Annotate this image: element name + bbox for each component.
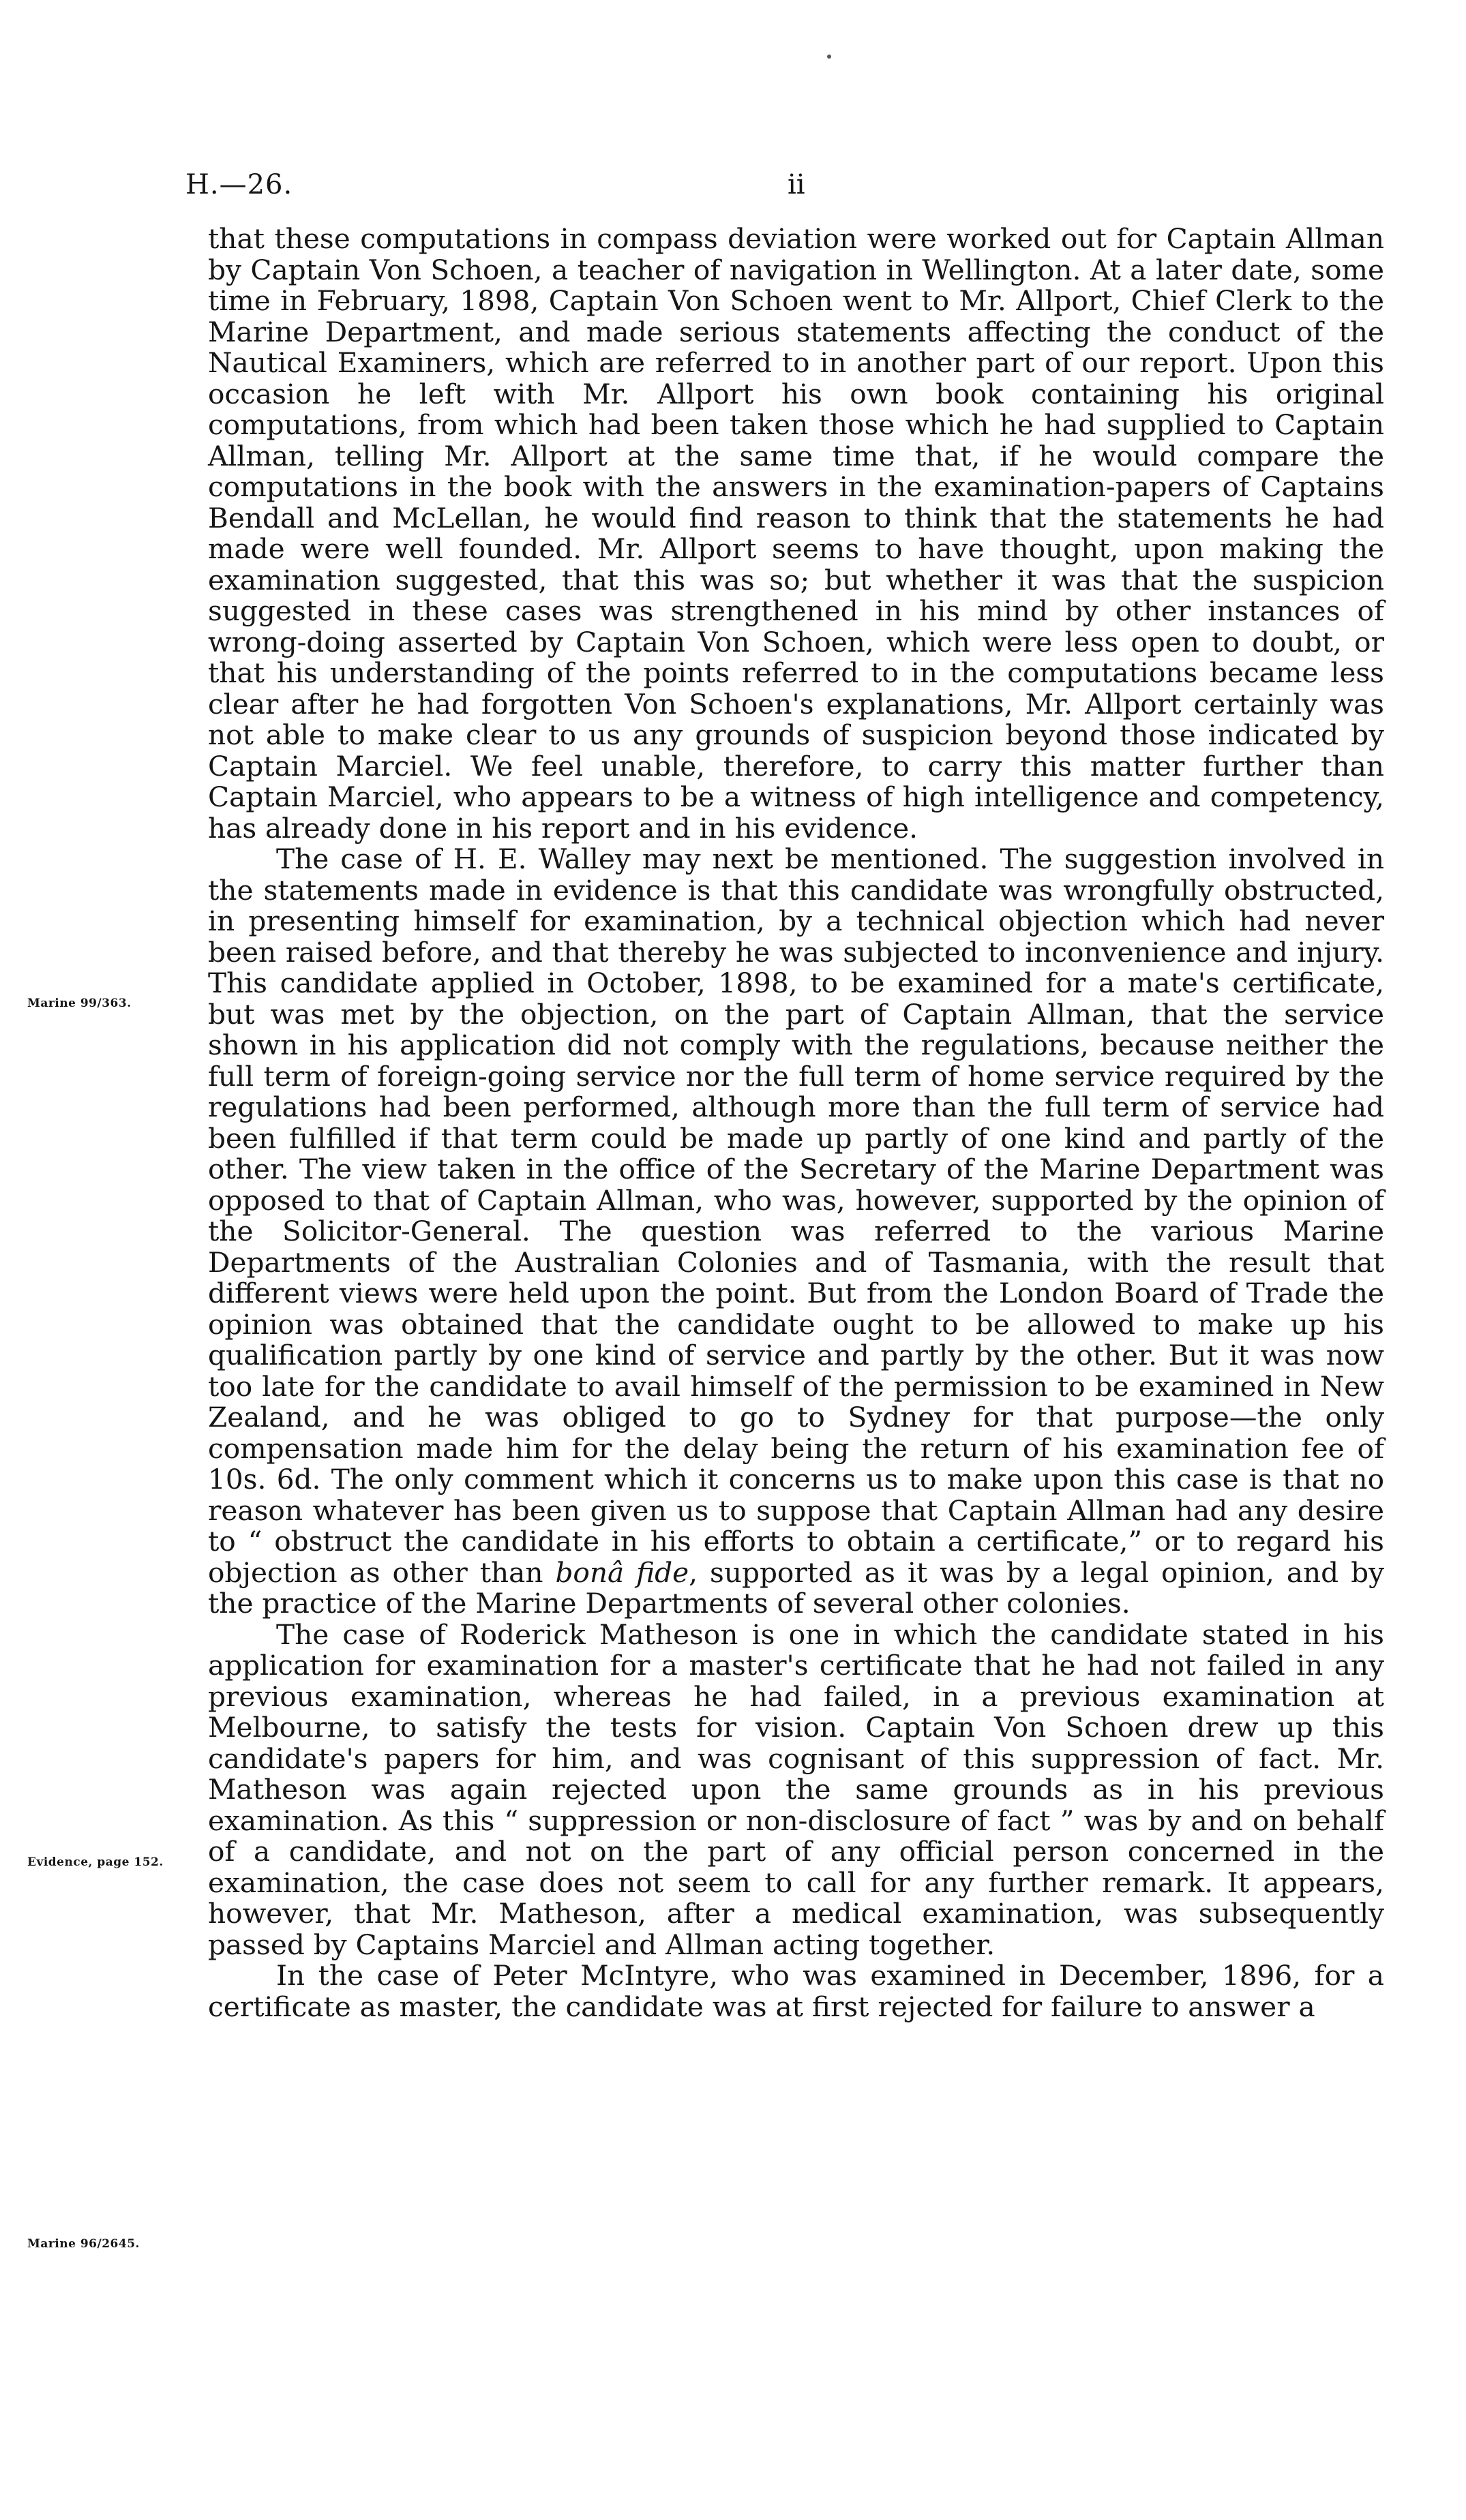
paragraph-text: that these computations in compass deviation were worked out for Captain Allman by Captain Von Schoen, a teacher of navigation in Wellington. At a later date, some time in February, 1898, Captain Von Schoen went to Mr. Allport, Chief Clerk to the Marine Department, and made serious statements affecting the conduct of the Nautical Examiners, which are referred to in another part of our report. Upon this occasion he left with Mr. Allport his own book containing his original computations, from which had been taken those which he had supplied to Captain Allman, telling Mr. Allport at the same time that, if he would compare the computations in the book with the answers in the examination-papers of Captains Bendall and McLellan, he would find reason to think that the statements he had made were well founded. Mr. Allport seems to have thought, upon making the examination suggested, that this was so; but whether it was that the suspicion suggested in these cases was strengthened in his mind by other instances of wrong-doing asserted by Captain Von Schoen, which were less open to doubt, or that his understanding of the points referred to in the computations became less clear after he had forgotten Von Schoen's explanations, Mr. Allport certainly was not able to make clear to us any grounds of suspicion beyond those indicated by Captain Marciel. We feel unable, therefore, to carry this matter further than Captain Marciel, who appears to be a witness of high intelligence and competency, has already done in his report and in his evidence. xyxy=(208,222,1384,845)
paragraph-text: The case of H. E. Walley may next be mentioned. The suggestion involved in the statements made in evidence is that this candidate was wrongfully obstructed, in presenting himself for examination, by a technical objection which had never been raised before, and that thereby he was subjected to inconvenience and injury. This candidate applied in October, 1898, to be examined for a mate's certificate, but was met by the objection, on the part of Captain Allman, that the service shown in his application did not comply with the regulations, because neither the full term of foreign-going service nor the full term of home service required by the regulations had been performed, although more than the full term of service had been fulfilled if that term could be made up partly of one kind and partly of the other. The view taken in the office of the Secretary of the Marine Department was opposed to that of Captain Allman, who was, however, supported by the opinion of the Solicitor-General. The question was referred to the various Marine Departments of the Australian Colonies and of Tasmania, with the result that different views were held upon the point. But from the London Board of Trade the opinion was obtained that the candidate ought to be allowed to make up his qualification partly by one kind of service and partly by the other. But it was now too late for the candidate to avail himself of the permission to be examined in New Zealand, and he was obliged to go to Sydney for that purpose—the only compensation made him for the delay being the return of his examination fee of 10s. 6d. The only comment which it concerns us to make upon this case is that no reason whatever has been given us to suppose that Captain Allman had any desire to “ obstruct the candidate in his efforts to obtain a certificate,” or to regard his objection as other than xyxy=(208,842,1384,1589)
document-reference: H.—26. xyxy=(185,169,293,200)
margin-note-marine-99-363: Marine 99/363. xyxy=(27,997,132,1010)
italic-term: bonâ fide xyxy=(555,1555,689,1589)
paragraph-von-schoen-computations xyxy=(208,224,1384,844)
paragraph-text: The case of Roderick Matheson is one in which the candidate stated in his application for examination for a master's certificate that he had not failed in any previous examination, whereas he had failed, in a previous examination at Melbourne, to satisfy the tests for vision. Captain Von Schoen drew up this candidate's papers for him, and was cognisant of this suppression of fact. Mr. Matheson was again rejected upon the same grounds as in his previous examination. As this “ suppression or non-disclosure of fact ” was by and on behalf of a candidate, and not on the part of any official person concerned in the examination, the case does not seem to call for any further remark. It appears, however, that Mr. Matheson, after a medical examination, was subsequently passed by Captains Marciel and Allman acting together. xyxy=(208,1618,1384,1961)
paragraph-walley-case xyxy=(208,844,1384,1620)
body-text xyxy=(208,224,1384,2022)
paragraph-matheson-case xyxy=(208,1620,1384,1961)
margin-note-evidence-page-152: Evidence, page 152. xyxy=(27,1855,164,1869)
paragraph-text: In the case of Peter McIntyre, who was examined in December, 1896, for a certificate as master, the candidate was at first rejected for failure to answer a xyxy=(208,1959,1384,2023)
page-number: ii xyxy=(788,169,805,200)
margin-note-marine-96-2645: Marine 96/2645. xyxy=(27,2237,140,2251)
paragraph-text: , supported as it was by a legal opinion, and by the practice of the Marine Departments of several other colonies. xyxy=(208,1555,1384,1620)
print-speck xyxy=(827,55,831,59)
paragraph-mcintyre-case xyxy=(208,1960,1384,2022)
